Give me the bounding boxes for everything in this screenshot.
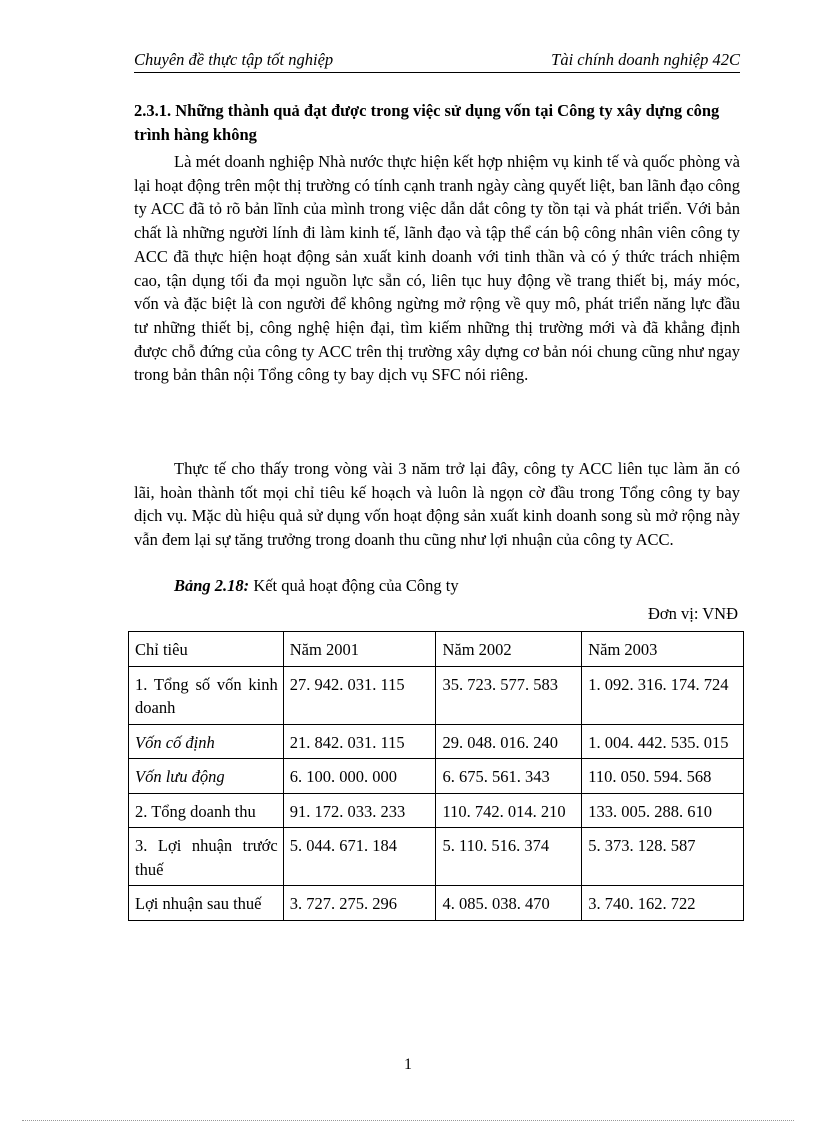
- table-cell: 2. Tổng doanh thu: [129, 793, 284, 828]
- table-header-cell: Chỉ tiêu: [129, 632, 284, 667]
- table-cell: 6. 675. 561. 343: [436, 759, 582, 794]
- table-cell: 91. 172. 033. 233: [283, 793, 436, 828]
- table-caption-label: Bảng 2.18:: [174, 576, 250, 595]
- table-cell: 5. 044. 671. 184: [283, 828, 436, 886]
- table-row: [129, 724, 744, 759]
- table-cell: 3. Lợi nhuận trước thuế: [129, 828, 284, 886]
- table-header-cell: Năm 2003: [582, 632, 744, 667]
- table-cell: 1. 092. 316. 174. 724: [582, 666, 744, 724]
- header-right-text: Tài chính doanh nghiệp 42C: [551, 50, 740, 69]
- table-cell: 27. 942. 031. 115: [283, 666, 436, 724]
- table-row: [129, 666, 744, 724]
- page-header: [134, 48, 740, 73]
- table-cell: 110. 742. 014. 210: [436, 793, 582, 828]
- paragraph-2: Thực tế cho thấy trong vòng vài 3 năm trở lại đây, công ty ACC liên tục làm ăn có lãi, hoàn thành tốt mọi chỉ tiêu kế hoạch và luôn là ngọn cờ đầu trong Tổng công ty bay dịch vụ. Mặc dù hiệu quả sử dụng vốn hoạt động sản xuất kinh doanh song sù mở rộng này vẫn đem lại sự tăng trưởng trong doanh thu cũng như lợi nhuận của công ty ACC.: [134, 459, 740, 550]
- unit-label: Đơn vị: VNĐ: [647, 604, 738, 623]
- table-cell: 5. 110. 516. 374: [436, 828, 582, 886]
- table-cell: 29. 048. 016. 240: [436, 724, 582, 759]
- table-cell: Lợi nhuận sau thuế: [129, 886, 284, 921]
- table-caption-text: Kết quả hoạt động của Công ty: [249, 576, 459, 595]
- table-cell: 3. 740. 162. 722: [582, 886, 744, 921]
- paragraph-1: Là mét doanh nghiệp Nhà nước thực hiện kết hợp nhiệm vụ kinh tế và quốc phòng và lại hoạt động trên một thị trường có tính cạnh tranh ngày càng quyết liệt, ban lãnh đạo công ty ACC đã tỏ rõ bản lĩnh của mình trong việc dẫn dắt công ty tồn tại và phát triển. Với bản chất là những người lính đi làm kinh tế, lãnh đạo và tập thể cán bộ công nhân viên công ty ACC đã thực hiện hoạt động sản xuất kinh doanh với tinh thần và có ý thức trách nhiệm cao, tận dụng tối đa mọi nguồn lực sẵn có, liên tục huy động về trang thiết bị, máy móc, vốn và đặc biệt là con người để không ngừng mở rộng về quy mô, phát triển năng lực đầu tư những thiết bị, công nghệ hiện đại, tìm kiếm những thị trường mới và đã khẳng định được chỗ đứng của công ty ACC trên thị trường xây dựng cơ bản nói chung cũng như ngay trong bản thân nội Tổng công ty bay dịch vụ SFC nói riêng.: [134, 152, 740, 385]
- table-row: [129, 793, 744, 828]
- table-cell: Vốn lưu động: [129, 759, 284, 794]
- table-cell: Vốn cố định: [129, 724, 284, 759]
- table-cell: 1. Tổng số vốn kinh doanh: [129, 666, 284, 724]
- table-cell: 5. 373. 128. 587: [582, 828, 744, 886]
- page-bottom-divider: [22, 1120, 794, 1121]
- table-caption: [174, 576, 459, 596]
- results-table: [128, 631, 744, 921]
- section-title: 2.3.1. Những thành quả đạt được trong việc sử dụng vốn tại Công ty xây dựng công trình hàng không: [134, 101, 720, 144]
- table-cell: 3. 727. 275. 296: [283, 886, 436, 921]
- table-row: [129, 759, 744, 794]
- table-cell: 21. 842. 031. 115: [283, 724, 436, 759]
- table-row: [129, 828, 744, 886]
- table-row: [129, 886, 744, 921]
- table-cell: 110. 050. 594. 568: [582, 759, 744, 794]
- table-cell: 35. 723. 577. 583: [436, 666, 582, 724]
- header-left-text: Chuyên đề thực tập tốt nghiệp: [134, 50, 334, 69]
- page-number: 1: [404, 1056, 412, 1073]
- table-cell: 133. 005. 288. 610: [582, 793, 744, 828]
- table-cell: 1. 004. 442. 535. 015: [582, 724, 744, 759]
- table-header-cell: Năm 2001: [283, 632, 436, 667]
- table-cell: 6. 100. 000. 000: [283, 759, 436, 794]
- table-header-row: [129, 632, 744, 667]
- table-header-cell: Năm 2002: [436, 632, 582, 667]
- table-cell: 4. 085. 038. 470: [436, 886, 582, 921]
